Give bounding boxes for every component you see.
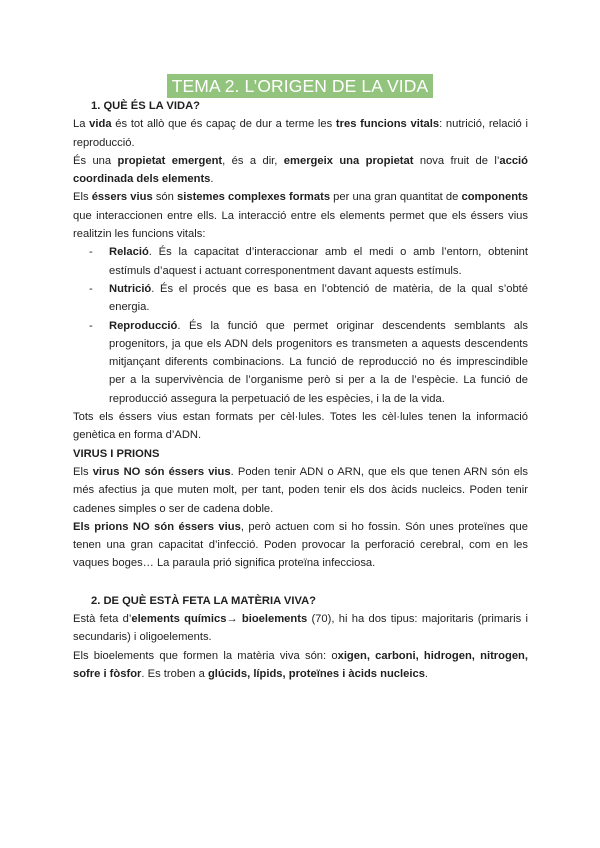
text: és tot allò que és capaç de dur a terme les <box>111 118 336 131</box>
list-item-nutricio <box>73 280 528 317</box>
bold-text: xigen, carboni, hidrogen, nitrogen, sofre i fòsfor <box>73 649 528 680</box>
spacer <box>73 573 528 592</box>
text: , però actuen com si ho fossin. Són unes proteïnes que tenen una gran capacitat d’infecció. Poden provocar la perforació cerebral, com en les vaques boges… La paraula prió significa proteïna infecciosa. <box>73 520 528 570</box>
list-term: Nutrició <box>109 282 152 295</box>
subheading-virus-prions: VIRUS I PRIONS <box>73 447 160 460</box>
bold-text: acció coordinada dels elements <box>73 154 528 186</box>
bold-text: tres funcions vitals <box>335 118 440 131</box>
text: Els bioelements que formen la matèria viva són: o <box>73 649 338 662</box>
bold-text: sistemes complexes formats <box>177 191 331 204</box>
paragraph-living-beings <box>73 188 528 243</box>
bold-text: virus NO són éssers vius <box>92 465 231 478</box>
text: són <box>152 191 178 204</box>
section-1-heading: 1. QUÈ ÉS LA VIDA? <box>91 100 200 112</box>
bold-text: vida <box>89 118 112 131</box>
title-wrapper <box>0 74 600 98</box>
list-text: . És la funció que permet originar descendents semblants als progenitors, ja que els ADN dels progenitors es transmeten a aquests descendents mitjançant diferents combinacions. La funció de reproducció no és imprescindible per a la supervivència de l’organisme però si per a la de l’espècie. La funció de reproducció assegura la perpetuació de les espècies, i la de la vida. <box>109 319 528 405</box>
text: (70), hi ha dos tipus: majoritaris (primaris i secundaris) i oligoelements. <box>73 613 528 644</box>
text: Està feta d’ <box>73 613 132 626</box>
bold-text: propietat emergent <box>117 154 223 167</box>
text: . Poden tenir ADN o ARN, que els que tenen ARN són els més afectius ja que muten molt, per tant, poden tenir els dos àcids nucleics. Poden tenir cadenes simples o ser de cadena doble. <box>73 465 528 515</box>
list-term: Relació <box>109 246 149 259</box>
text: És una <box>73 154 118 167</box>
bold-text: components <box>461 191 528 204</box>
list-dash: - <box>89 319 93 332</box>
text: , és a dir, <box>222 154 284 167</box>
page-title: TEMA 2. L’ORIGEN DE LA VIDA <box>167 74 434 98</box>
list-term: Reproducció <box>109 319 178 332</box>
bold-text: glúcids, lípids, proteïnes i àcids nucleics <box>207 667 425 680</box>
text: . <box>424 667 429 680</box>
bold-text: emergeix una propietat <box>283 154 414 167</box>
text: nova fruit de l’ <box>413 154 500 167</box>
list-dash: - <box>89 246 93 259</box>
list-item-reproduccio <box>73 317 528 408</box>
list-item-relacio <box>73 243 528 280</box>
paragraph-cells: Tots els éssers vius estan formats per cèl·lules. Totes les cèl·lules tenen la informació genètica en forma d’ADN. <box>73 411 528 442</box>
text: per una gran quantitat de <box>330 191 462 204</box>
text: : nutrició, relació i reproducció. <box>73 118 528 149</box>
text: . <box>210 173 214 186</box>
text: que interaccionen entre ells. La interacció entre els elements permet que els éssers vius realitzin les funcions vitals: <box>73 209 528 241</box>
paragraph-vida-definition <box>73 115 528 152</box>
text: Els <box>73 191 92 204</box>
vital-functions-list <box>73 243 528 408</box>
paragraph-bioelements <box>73 610 528 647</box>
bold-text: Els prions NO són éssers vius <box>73 520 241 533</box>
list-text: . És la capacitat d’interaccionar amb el medi o amb l’entorn, obtenint estímuls d’aquest i actuant corresponentment davant aquests estímuls. <box>109 246 528 277</box>
list-text: . És el procés que es basa en l’obtenció de matèria, de la qual s’obté energia. <box>109 282 528 314</box>
document-body <box>73 97 528 683</box>
paragraph-prions <box>73 518 528 573</box>
paragraph-emergent-property <box>73 152 528 189</box>
paragraph-virus <box>73 463 528 518</box>
paragraph-bioelements-list <box>73 647 528 684</box>
bold-text: elements químics→ bioelements <box>131 613 308 626</box>
text: . Es troben a <box>141 667 208 680</box>
list-dash: - <box>89 282 93 295</box>
text: Els <box>73 465 93 478</box>
bold-text: éssers vius <box>91 191 153 204</box>
section-2-heading: 2. DE QUÈ ESTÀ FETA LA MATÈRIA VIVA? <box>91 594 316 607</box>
text: La <box>73 118 90 131</box>
